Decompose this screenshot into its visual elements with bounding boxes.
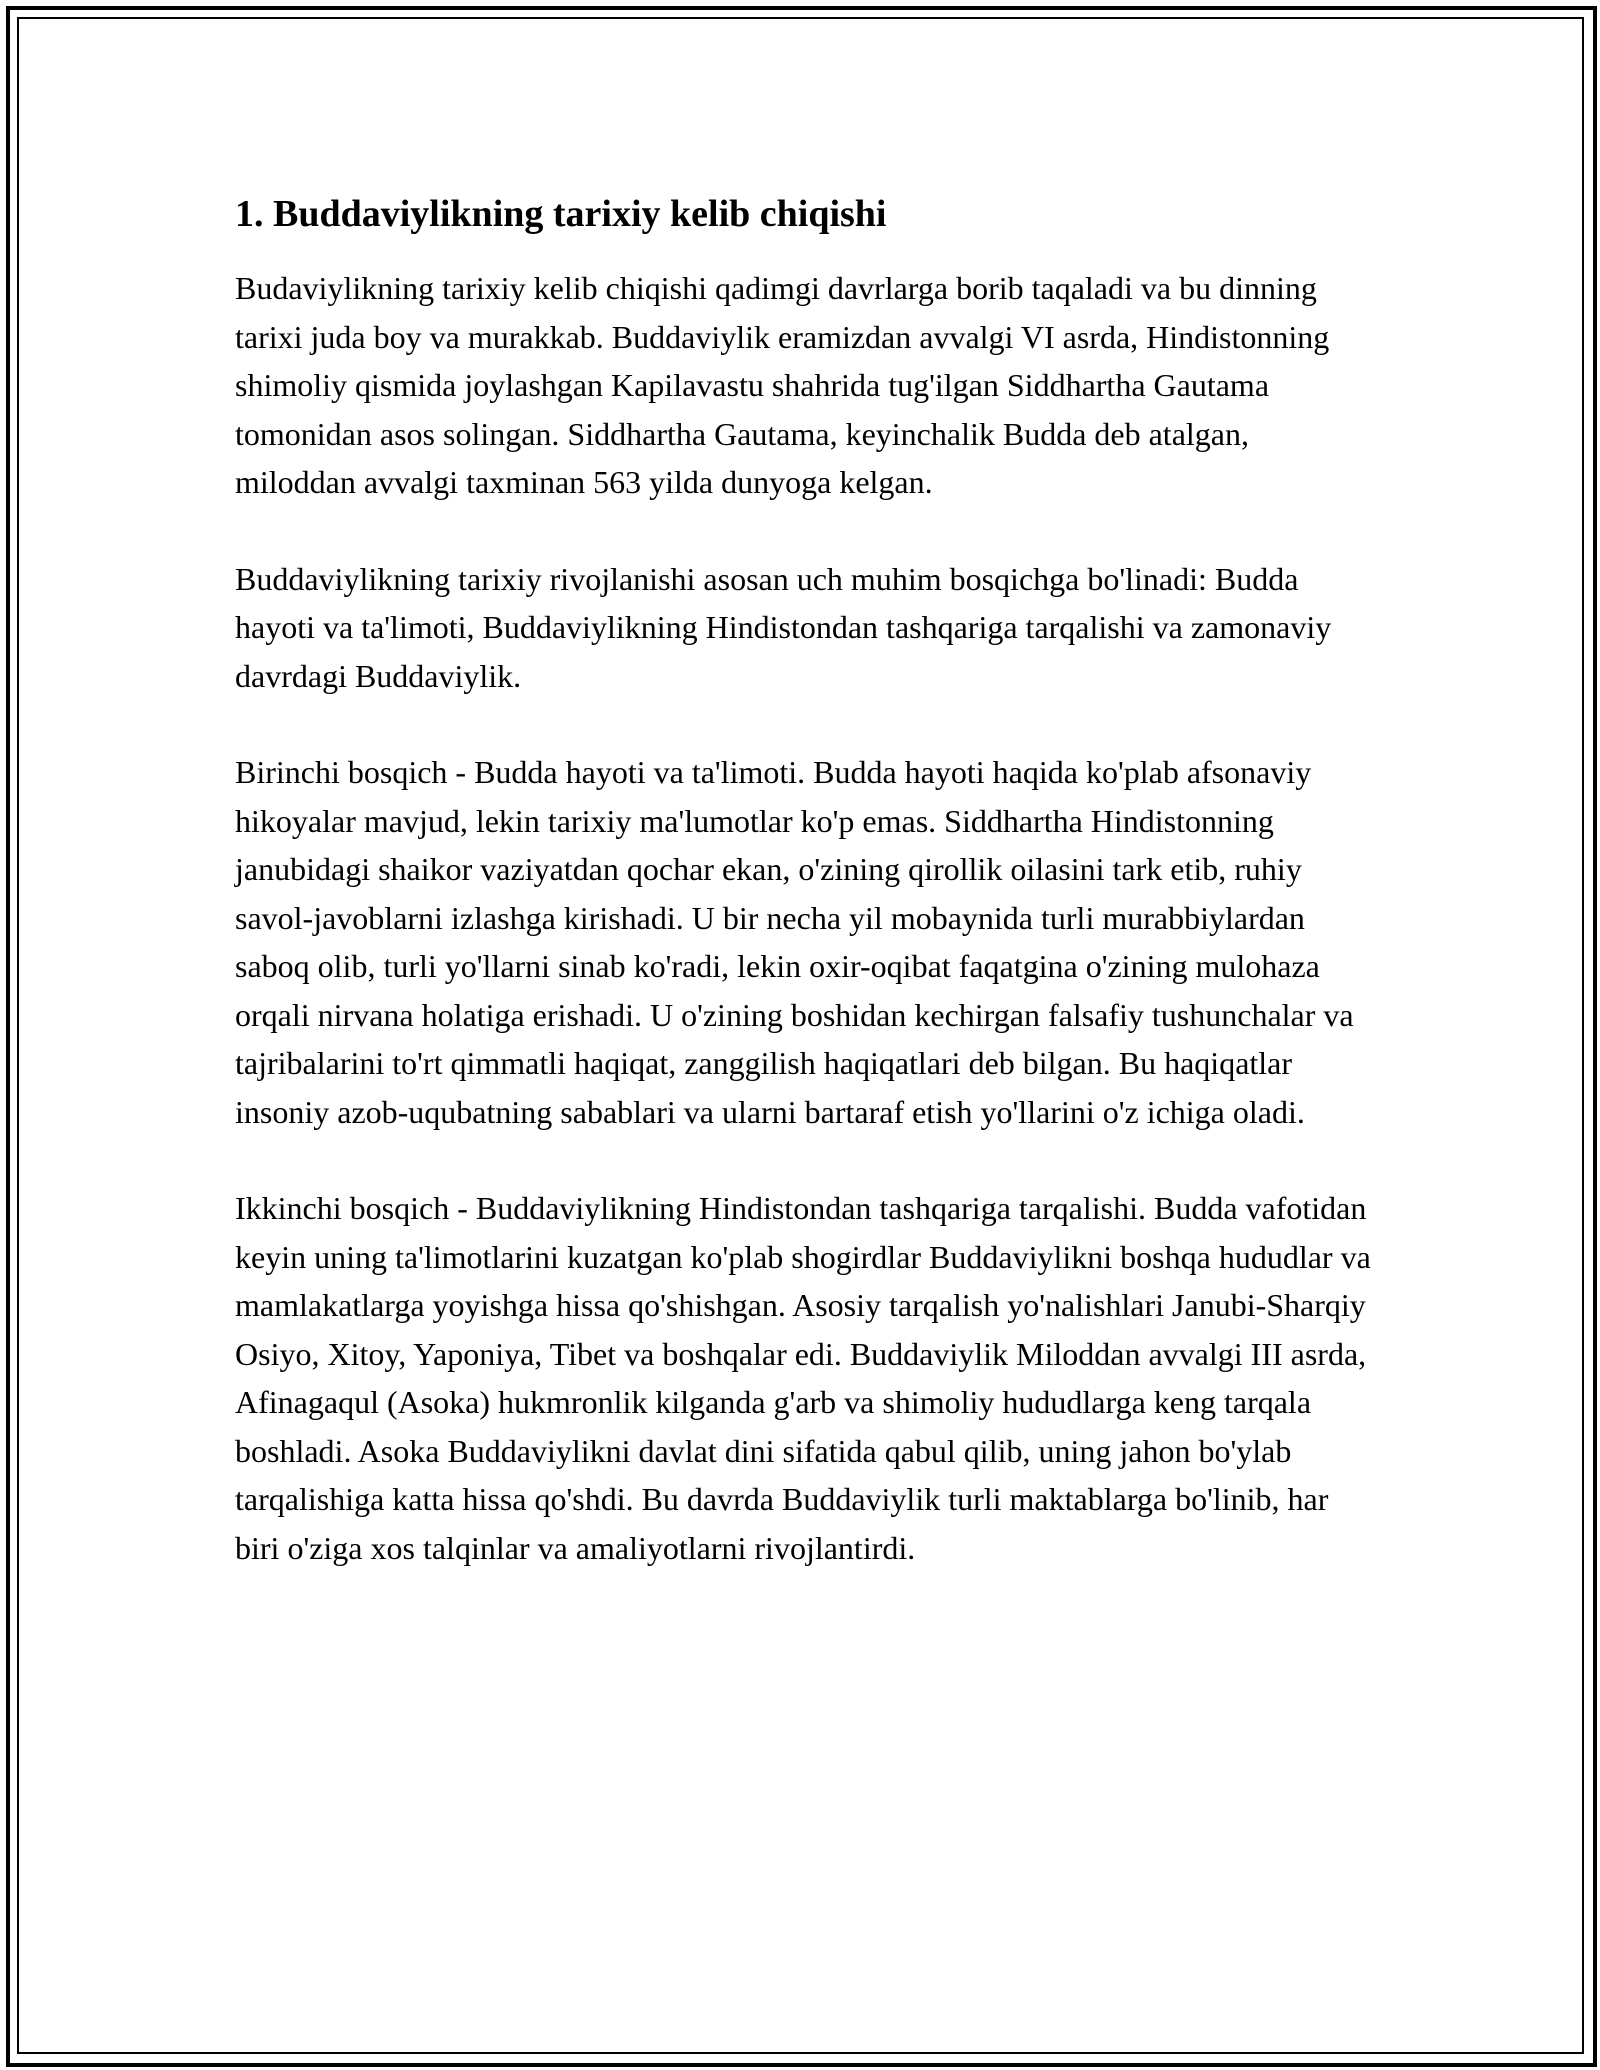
paragraph-second-stage: Ikkinchi bosqich - Buddaviylikning Hindistondan tashqariga tarqalishi. Budda vafotidan keyin uning ta'limotlarini kuzatgan ko'plab shogirdlar Buddaviylikni boshqa hududlar va mamlakatlarga yoyishga hissa qo'shishgan. Asosiy tarqalish yo'nalishlari Janubi-Sharqiy Osiyo, Xitoy, Yaponiya, Tibet va boshqalar edi. Buddaviylik Miloddan avvalgi III asrda, Afinagaqul (Asoka) hukmronlik kilganda g'arb va shimoliy hududlarga keng tarqala boshladi. Asoka Buddaviylikni davlat dini sifatida qabul qilib, uning jahon bo'ylab tarqalishiga katta hissa qo'shdi. Bu davrda Buddaviylik turli maktablarga bo'linib, har biri o'ziga xos talqinlar va amaliyotlarni rivojlantirdi. (235, 1190, 1371, 1566)
paragraph-stages: Buddaviylikning tarixiy rivojlanishi asosan uch muhim bosqichga bo'linadi: Budda hayoti va ta'limoti, Buddaviylikning Hindistondan tashqariga tarqalishi va zamonaviy davrdagi Buddaviylik. (235, 560, 1332, 694)
paragraph-origin: Budaviylikning tarixiy kelib chiqishi qadimgi davrlarga borib taqaladi va bu dinning tarixi juda boy va murakkab. Buddaviylik eramizdan avvalgi VI asrda, Hindistonning shimoliy qismida joylashgan Kapilavastu shahrida tug'ilgan Siddhartha Gautama tomonidan asos solingan. Siddhartha Gautama, keyinchalik Budda deb atalgan, miloddan avvalgi taxminan 563 yilda dunyoga kelgan. (235, 270, 1330, 500)
section-heading: 1. Buddaviylikning tarixiy kelib chiqishi (235, 193, 887, 235)
document-body (235, 188, 1375, 1572)
paragraph-first-stage: Birinchi bosqich - Budda hayoti va ta'limoti. Budda hayoti haqida ko'plab afsonaviy hikoyalar mavjud, lekin tarixiy ma'lumotlar ko'p emas. Siddhartha Hindistonning janubidagi shaikor vaziyatdan qochar ekan, o'zining qirollik oilasini tark etib, ruhiy savol-javoblarni izlashga kirishadi. U bir necha yil mobaynida turli murabbiylardan saboq olib, turli yo'llarni sinab ko'radi, lekin oxir-oqibat faqatgina o'zining mulohaza orqali nirvana holatiga erishadi. U o'zining boshidan kechirgan falsafiy tushunchalar va tajribalarini to'rt qimmatli haqiqat, zanggilish haqiqatlari deb bilgan. Bu haqiqatlar insoniy azob-uqubatning sabablari va ularni bartaraf etish yo'llarini o'z ichiga oladi. (235, 754, 1354, 1130)
